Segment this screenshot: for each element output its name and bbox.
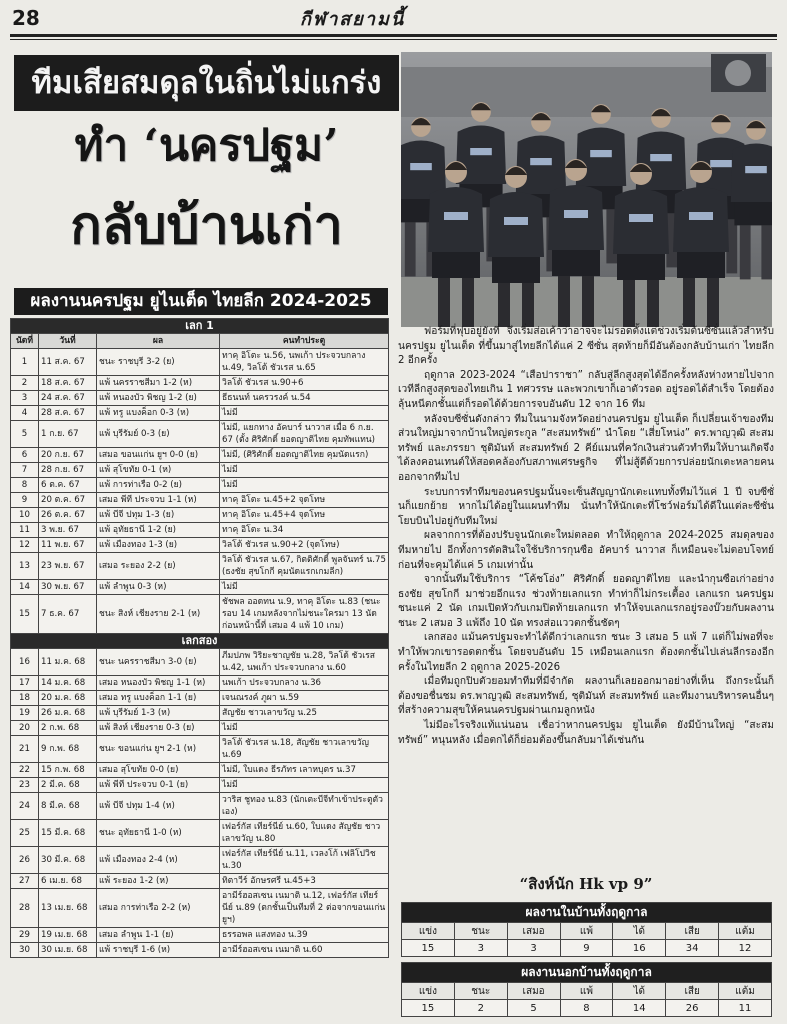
article-paragraph: ไม่มีอะไรจริงแท้แน่นอน เชื่อว่าหากนครปฐม ยูไนเต็ด ยังมีบ้านใหญ่ “สะสมทรัพย์” หนุนหลัง เมื่อตกได้ก็ย่อมต้องขึ้นกลับมาได้เช่นกัน [398, 720, 774, 746]
match-number: 19 [11, 706, 39, 721]
match-scorers: วิลโด้ ชัวเรส น.67, กิตติศักดิ์ พูลจันทร์ น.75 (ธงชัย สุขโกกี คุมนัดแรกเกมลีก) [220, 553, 389, 580]
match-date: 30 พ.ย. 67 [39, 580, 97, 595]
fixture-row [11, 793, 389, 820]
away-value-cell: 11 [719, 1000, 772, 1017]
leg-one-label: เลก 1 [11, 319, 389, 334]
article-paragraph: จากนั้นทีมใช้บริการ “โค้ชโอ่ง” ศิริศักดิ์ ยอดญาติไทย และนำกุนซือเก่าอย่างธงชัย สุขโกกี มาช่วยอีกแรง ช่วงท้ายเลกแรก ทำท่าก็ไม่กระเตื้อง เลกแรก นครปฐมชนะแค่ 2 นัด เกมเปิดหัวกับเกมปิดท้ายเลกแรก ทำให้จบเลกแรกอยู่รองบ๊วยกับผลงานชนะ 2 เสมอ 3 แพ้ถึง 10 นัด ทรงส่อแววตกชั้นชัดๆ [398, 574, 774, 629]
leg-one-header [11, 319, 389, 334]
fixture-row [11, 691, 389, 706]
fixture-row [11, 649, 389, 676]
match-result: แพ้ บุรีรัมย์ 1-3 (ห) [97, 706, 220, 721]
match-date: 18 ส.ค. 67 [39, 376, 97, 391]
match-result: เสมอ หนองบัว พิชญ 1-1 (ห) [97, 676, 220, 691]
fixture-row [11, 721, 389, 736]
match-scorers: ไม่มี [220, 778, 389, 793]
away-stats-header-row [402, 983, 772, 1000]
away-value-cell: 2 [454, 1000, 507, 1017]
match-scorers: ทิตาวีร์ อักษรศรี น.45+3 [220, 874, 389, 889]
match-number: 10 [11, 508, 39, 523]
away-value-cell: 14 [613, 1000, 666, 1017]
fixtures-table [10, 318, 389, 958]
article-paragraph: ผลจากการที่ต้องปรับจูนนักเตะใหม่ตลอด ทำให้ฤดูกาล 2024-2025 สมดุลของทีมหายไป อีกทั้งการตัดสินใจใช้บริการกุนซือ อัคบาร์ นาวาส ก็เหมือนจะไม่ตอบโจทย์ ก่อนที่จะคุมได้แค่ 5 เกมเท่านั้น [398, 530, 774, 571]
fixture-row [11, 478, 389, 493]
fixture-row [11, 406, 389, 421]
match-number: 14 [11, 580, 39, 595]
fixture-row [11, 349, 389, 376]
match-number: 20 [11, 721, 39, 736]
match-date: 26 ม.ค. 68 [39, 706, 97, 721]
results-table-title: ผลงานนครปฐม ยูไนเต็ด ไทยลีก 2024-2025 [14, 288, 388, 315]
match-number: 15 [11, 595, 39, 634]
section-masthead: กีฬาสยามนี้ [300, 9, 406, 30]
headline-kicker: ทีมเสียสมดุลในถิ่นไม่แกร่ง [14, 55, 399, 111]
away-value-cell: 8 [560, 1000, 613, 1017]
match-scorers: ไม่มี, ใบแดง ธีรภัทร เลาหบุตร น.37 [220, 763, 389, 778]
match-number: 17 [11, 676, 39, 691]
match-scorers: ภีมปภพ วิริยะชาญชัย น.28, วิลโด้ ชัวเรส น.42, นพเก้า ประจวบกลาง น.60 [220, 649, 389, 676]
match-number: 5 [11, 421, 39, 448]
match-number: 3 [11, 391, 39, 406]
match-scorers: เฟอร์กัส เทียร์นีย์ น.60, ใบแดง สัญชัย ชาวเลาขวัญ น.80 [220, 820, 389, 847]
away-stats-value-row [402, 1000, 772, 1017]
column-header-row [11, 334, 389, 349]
match-result: แพ้ สุโขทัย 0-1 (ห) [97, 463, 220, 478]
match-date: 28 ส.ค. 67 [39, 406, 97, 421]
match-scorers: วิลโด้ ชัวเรส น.18, สัญชัย ชาวเลาขวัญ น.69 [220, 736, 389, 763]
match-result: แพ้ อุทัยธานี 1-2 (ย) [97, 523, 220, 538]
fixture-row [11, 448, 389, 463]
away-value-cell: 15 [402, 1000, 455, 1017]
away-header-cell: ได้ [613, 983, 666, 1000]
match-result: แพ้ ทรู แบงค็อก 0-3 (ห) [97, 406, 220, 421]
fixture-row [11, 595, 389, 634]
col-scorers: คนทำประตู [220, 334, 389, 349]
fixture-row [11, 820, 389, 847]
match-date: 24 ส.ค. 67 [39, 391, 97, 406]
article-paragraph: ระบบการทำทีมของนครปฐมนั้นจะเซ็นสัญญานักเตะแทบทั้งทีมไว้แค่ 1 ปี จบซีซั่นก็แยกย้าย หากไม่ได้อยู่ในแผนทำทีม นั่นทำให้นักเตะที่โชว์ฟอร์มได้ดีในแต่ละซีซั่นโยบบินไปอยู่กับทีมใหม่ [398, 486, 774, 527]
home-header-cell: แข่ง [402, 923, 455, 940]
match-result: เสมอ ระยอง 2-2 (ย) [97, 553, 220, 580]
fixture-row [11, 928, 389, 943]
match-result: แพ้ นครราชสีมา 1-2 (ห) [97, 376, 220, 391]
match-scorers: ชัชพล ออดทน น.9, ทาคุ อิโตะ น.83 (ชนะรอบ 14 เกมหลังจากไม่ชนะใครมา 13 นัด ก่อนหน้านี้ที่ เสมอ 4 แพ้ 10 เกม) [220, 595, 389, 634]
match-scorers: นพเก้า ประจวบกลาง น.36 [220, 676, 389, 691]
match-result: แพ้ พีที ประจวบ 0-1 (ย) [97, 778, 220, 793]
match-result: แพ้ ราชบุรี 1-6 (ห) [97, 943, 220, 958]
home-stats-header-row [402, 923, 772, 940]
away-header-cell: แพ้ [560, 983, 613, 1000]
match-date: 20 ต.ค. 67 [39, 493, 97, 508]
match-date: 7 ธ.ค. 67 [39, 595, 97, 634]
fixture-row [11, 463, 389, 478]
match-date: 11 พ.ย. 67 [39, 538, 97, 553]
match-scorers: ไม่มี [220, 580, 389, 595]
match-result: ชนะ สิงห์ เชียงราย 2-1 (ห) [97, 595, 220, 634]
match-number: 7 [11, 463, 39, 478]
match-result: เสมอ ลำพูน 1-1 (ย) [97, 928, 220, 943]
leg-two-label: เลกสอง [11, 634, 389, 649]
match-number: 8 [11, 478, 39, 493]
match-date: 26 ต.ค. 67 [39, 508, 97, 523]
match-scorers: ธรรอพล แสงทอง น.39 [220, 928, 389, 943]
fixture-row [11, 493, 389, 508]
home-header-cell: แต้ม [719, 923, 772, 940]
match-date: 23 พ.ย. 67 [39, 553, 97, 580]
match-scorers: สัญชัย ชาวเลาขวัญ น.25 [220, 706, 389, 721]
match-number: 13 [11, 553, 39, 580]
match-date: 30 มี.ค. 68 [39, 847, 97, 874]
match-date: 6 ต.ค. 67 [39, 478, 97, 493]
col-result: ผล [97, 334, 220, 349]
match-number: 23 [11, 778, 39, 793]
match-scorers: วาริส ชูทอง น.83 (นักเตะบีจีทำเข้าประตูตัวเอง) [220, 793, 389, 820]
match-date: 3 พ.ย. 67 [39, 523, 97, 538]
match-date: 2 มี.ค. 68 [39, 778, 97, 793]
match-number: 27 [11, 874, 39, 889]
team-photo-illustration [401, 52, 772, 327]
match-date: 15 มี.ค. 68 [39, 820, 97, 847]
article-paragraph: ฤดูกาล 2023-2024 “เสือปาราชา” กลับสู่ลีกสูงสุดได้อีกครั้งหลังห่างหายไปจากเวทีลีกสูงสุดของไทยเกิน 1 ทศวรรษ และพวกเขาก็เอาตัวรอด อยู่รอดได้สำเร็จ โดยต้องลุ้นหนีตกชั้นแต่ก็รอดได้ด้วยการจบอันดับ 12 จาก 16 ทีม [398, 369, 774, 410]
match-number: 25 [11, 820, 39, 847]
match-scorers: ทาคุ อิโตะ น.45+4 จุดโทษ [220, 508, 389, 523]
match-number: 24 [11, 793, 39, 820]
fixture-row [11, 523, 389, 538]
fixture-row [11, 943, 389, 958]
home-stats-value-row [402, 940, 772, 957]
match-number: 9 [11, 493, 39, 508]
match-date: 28 ก.ย. 67 [39, 463, 97, 478]
page-header [0, 0, 787, 40]
article-paragraph: เลกสอง แม้นครปฐมจะทำได้ดีกว่าเลกแรก ชนะ 3 เสมอ 5 แพ้ 7 แต่ก็ไม่พอที่จะทำให้พวกเขารอดตกชั้น โดยจบอันดับ 15 เหมือนเลกแรก ต้องตกชั้นไปเล่นลีกรองอีกครั้งในไทยลีก 2 ฤดูกาล 2025-2026 [398, 632, 774, 673]
match-scorers: เจนณรงค์ ภูผา น.59 [220, 691, 389, 706]
away-value-cell: 5 [507, 1000, 560, 1017]
home-header-cell: ชนะ [454, 923, 507, 940]
match-number: 22 [11, 763, 39, 778]
article-byline: “สิงห์นัก Hk vp 9” [519, 875, 653, 893]
away-stats-caption: ผลงานนอกบ้านทั้งฤดูกาล [402, 963, 772, 983]
match-number: 12 [11, 538, 39, 553]
match-date: 15 ก.พ. 68 [39, 763, 97, 778]
fixture-row [11, 736, 389, 763]
match-scorers: ทาคุ อิโตะ น.34 [220, 523, 389, 538]
home-header-cell: เสีย [666, 923, 719, 940]
away-header-cell: ชนะ [454, 983, 507, 1000]
col-date: วันที่ [39, 334, 97, 349]
match-result: แพ้ บีจี ปทุม 1-3 (ย) [97, 508, 220, 523]
fixture-row [11, 847, 389, 874]
match-number: 1 [11, 349, 39, 376]
home-value-cell: 3 [507, 940, 560, 957]
match-result: ชนะ นครราชสีมา 3-0 (ย) [97, 649, 220, 676]
match-date: 11 ม.ค. 68 [39, 649, 97, 676]
home-value-cell: 15 [402, 940, 455, 957]
home-stats-table [401, 902, 772, 957]
match-result: แพ้ เมืองทอง 1-3 (ย) [97, 538, 220, 553]
fixture-row [11, 706, 389, 721]
home-stats-caption: ผลงานในบ้านทั้งฤดูกาล [402, 903, 772, 923]
match-scorers: ไม่มี [220, 478, 389, 493]
match-scorers: ธีธนนท์ นครวรงค์ น.54 [220, 391, 389, 406]
match-scorers: ทาคุ อิโตะ น.56, นพเก้า ประจวบกลาง น.49, วิลโด้ ชัวเรส น.65 [220, 349, 389, 376]
fixture-row [11, 874, 389, 889]
away-stats-table [401, 962, 772, 1017]
match-date: 30 เม.ย. 68 [39, 943, 97, 958]
fixture-row [11, 376, 389, 391]
fixture-row [11, 553, 389, 580]
match-scorers: เฟอร์กัส เทียร์นีย์ น.11, เวลงโก้ เฟลิโปวิช น.30 [220, 847, 389, 874]
match-number: 28 [11, 889, 39, 928]
fixture-row [11, 889, 389, 928]
match-scorers: ไม่มี, (ศิริศักดิ์ ยอดญาติไทย คุมนัดแรก) [220, 448, 389, 463]
fixture-row [11, 421, 389, 448]
fixture-row [11, 580, 389, 595]
fixture-row [11, 676, 389, 691]
home-header-cell: เสมอ [507, 923, 560, 940]
match-date: 13 เม.ย. 68 [39, 889, 97, 928]
match-result: เสมอ พีที ประจวบ 1-1 (ห) [97, 493, 220, 508]
match-date: 2 ก.พ. 68 [39, 721, 97, 736]
fixture-row [11, 508, 389, 523]
match-date: 6 เม.ย. 68 [39, 874, 97, 889]
match-date: 11 ส.ค. 67 [39, 349, 97, 376]
match-result: เสมอ การท่าเรือ 2-2 (ห) [97, 889, 220, 928]
match-number: 2 [11, 376, 39, 391]
home-value-cell: 34 [666, 940, 719, 957]
match-result: แพ้ สิงห์ เชียงราย 0-3 (ย) [97, 721, 220, 736]
header-rule-thin [10, 39, 777, 40]
match-result: แพ้ การท่าเรือ 0-2 (ย) [97, 478, 220, 493]
match-result: แพ้ ระยอง 1-2 (ห) [97, 874, 220, 889]
leg-two-header [11, 634, 389, 649]
fixture-row [11, 763, 389, 778]
away-header-cell: เสมอ [507, 983, 560, 1000]
match-result: ชนะ ขอนแก่น ยูฯ 2-1 (ห) [97, 736, 220, 763]
article-paragraph: หลังจบซีซั่นดังกล่าว ทีมในนามจังหวัดอย่างนครปฐม ยูไนเต็ด ก็เปลี่ยนเจ้าของทีมส่วนใหญ่มาจากบ้านใหญ่ตระกูล “สะสมทรัพย์” นำโดย “เสี่ยโหน่ง” ดร.พาญวุฒิ สะสมทรัพย์ และภรรยา ชุติมันท์ สะสมทรัพย์ 2 คีย์แมนที่ควักเงินส่วนตัวทำทีมให้บานเกิดจึงได้ลงคอนเทนต์ให้สอดคล้องกับสภาพเศรษฐกิจ ที่ไม่สู้ดีด้วยการปล่อยนักเตะหลายคนออกจากทีมไป [398, 413, 774, 483]
match-scorers: อามีร์ฮอสเซน เนมาติ น.60 [220, 943, 389, 958]
match-number: 16 [11, 649, 39, 676]
match-scorers: ไม่มี [220, 463, 389, 478]
article-paragraph: ฟอร์มที่ฟุบอยู่ยังที่ จึงเริ่มส่อเค้าว่าอาจจะไม่รอดตั้งแต่ช่วงเริ่มต้นซีซั่นแล้วสำหรับ นครปฐม ยูไนเต็ด ที่ขึ้นมาสู่ไทยลีกได้แค่ 2 ซีซั่น สุดท้ายก็มีอันต้องกลับบ้านเก่า ไทยลีก 2 อีกครั้ง [398, 326, 774, 367]
match-scorers: ทาคุ อิโตะ น.45+2 จุดโทษ [220, 493, 389, 508]
away-header-cell: แข่ง [402, 983, 455, 1000]
match-number: 29 [11, 928, 39, 943]
article-paragraph: เมื่อทีมถูกปิบตัวยอมทำทีมที่มีจำกัด ผลงานก็เลยออกมาอย่างที่เห็น ถึงกระนั้นก็ต้องขอชื่นชม ดร.พาญวุฒิ สะสมทรัพย์, ชุติมันท์ สะสมทรัพย์ และทีมงานบริหารคนอื่นๆ ที่สร้างความสุขให้คนนครปฐมผ่านเกมลูกหนัง [398, 676, 774, 717]
match-result: เสมอ ทรู แบงค็อก 1-1 (ย) [97, 691, 220, 706]
match-number: 21 [11, 736, 39, 763]
match-date: 14 ม.ค. 68 [39, 676, 97, 691]
match-date: 1 ก.ย. 67 [39, 421, 97, 448]
match-scorers: ไม่มี, แยกทาง อัคบาร์ นาวาส เมื่อ 6 ก.ย. 67 (ตั้ง ศิริศักดิ์ ยอดญาติไทย คุมทัพแทน) [220, 421, 389, 448]
page-number: 28 [12, 6, 40, 30]
match-number: 4 [11, 406, 39, 421]
home-header-cell: แพ้ [560, 923, 613, 940]
away-header-cell: เสีย [666, 983, 719, 1000]
home-value-cell: 12 [719, 940, 772, 957]
match-number: 18 [11, 691, 39, 706]
away-value-cell: 26 [666, 1000, 719, 1017]
match-result: แพ้ บุรีรัมย์ 0-3 (ย) [97, 421, 220, 448]
match-number: 26 [11, 847, 39, 874]
header-rule-thick [10, 34, 777, 37]
match-number: 11 [11, 523, 39, 538]
home-value-cell: 16 [613, 940, 666, 957]
match-scorers: วิลโด้ ชัวเรส น.90+6 [220, 376, 389, 391]
match-scorers: ไม่มี [220, 721, 389, 736]
match-date: 20 ก.ย. 67 [39, 448, 97, 463]
match-result: แพ้ บีจี ปทุม 1-4 (ห) [97, 793, 220, 820]
col-match-no: นัดที่ [11, 334, 39, 349]
match-date: 8 มี.ค. 68 [39, 793, 97, 820]
home-header-cell: ได้ [613, 923, 666, 940]
fixture-row [11, 391, 389, 406]
match-result: แพ้ เมืองทอง 2-4 (ห) [97, 847, 220, 874]
away-header-cell: แต้ม [719, 983, 772, 1000]
match-date: 20 ม.ค. 68 [39, 691, 97, 706]
match-result: ชนะ อุทัยธานี 1-0 (ห) [97, 820, 220, 847]
match-number: 30 [11, 943, 39, 958]
home-value-cell: 9 [560, 940, 613, 957]
headline-line-1: ทำ ‘นครปฐม’ [74, 120, 339, 171]
team-photo [401, 52, 772, 327]
match-result: แพ้ ลำพูน 0-3 (ห) [97, 580, 220, 595]
match-date: 9 ก.พ. 68 [39, 736, 97, 763]
match-number: 6 [11, 448, 39, 463]
home-value-cell: 3 [454, 940, 507, 957]
fixture-row [11, 538, 389, 553]
match-scorers: วิลโด้ ชัวเรส น.90+2 (จุดโทษ) [220, 538, 389, 553]
match-scorers: อามีร์ฮอสเซน เนมาติ น.12, เฟอร์กัส เทียร์นีย์ น.89 (ตกชั้นเป็นทีมที่ 2 ต่อจากขอนแก่น ยูฯ) [220, 889, 389, 928]
article-body [398, 325, 774, 748]
match-result: ชนะ ราชบุรี 3-2 (ย) [97, 349, 220, 376]
fixture-row [11, 778, 389, 793]
match-result: แพ้ หนองบัว พิชญ 1-2 (ย) [97, 391, 220, 406]
match-result: เสมอ ขอนแก่น ยูฯ 0-0 (ย) [97, 448, 220, 463]
match-scorers: ไม่มี [220, 406, 389, 421]
headline-line-2: กลับบ้านเก่า [70, 195, 343, 256]
match-date: 19 เม.ย. 68 [39, 928, 97, 943]
match-result: เสมอ สุโขทัย 0-0 (ย) [97, 763, 220, 778]
